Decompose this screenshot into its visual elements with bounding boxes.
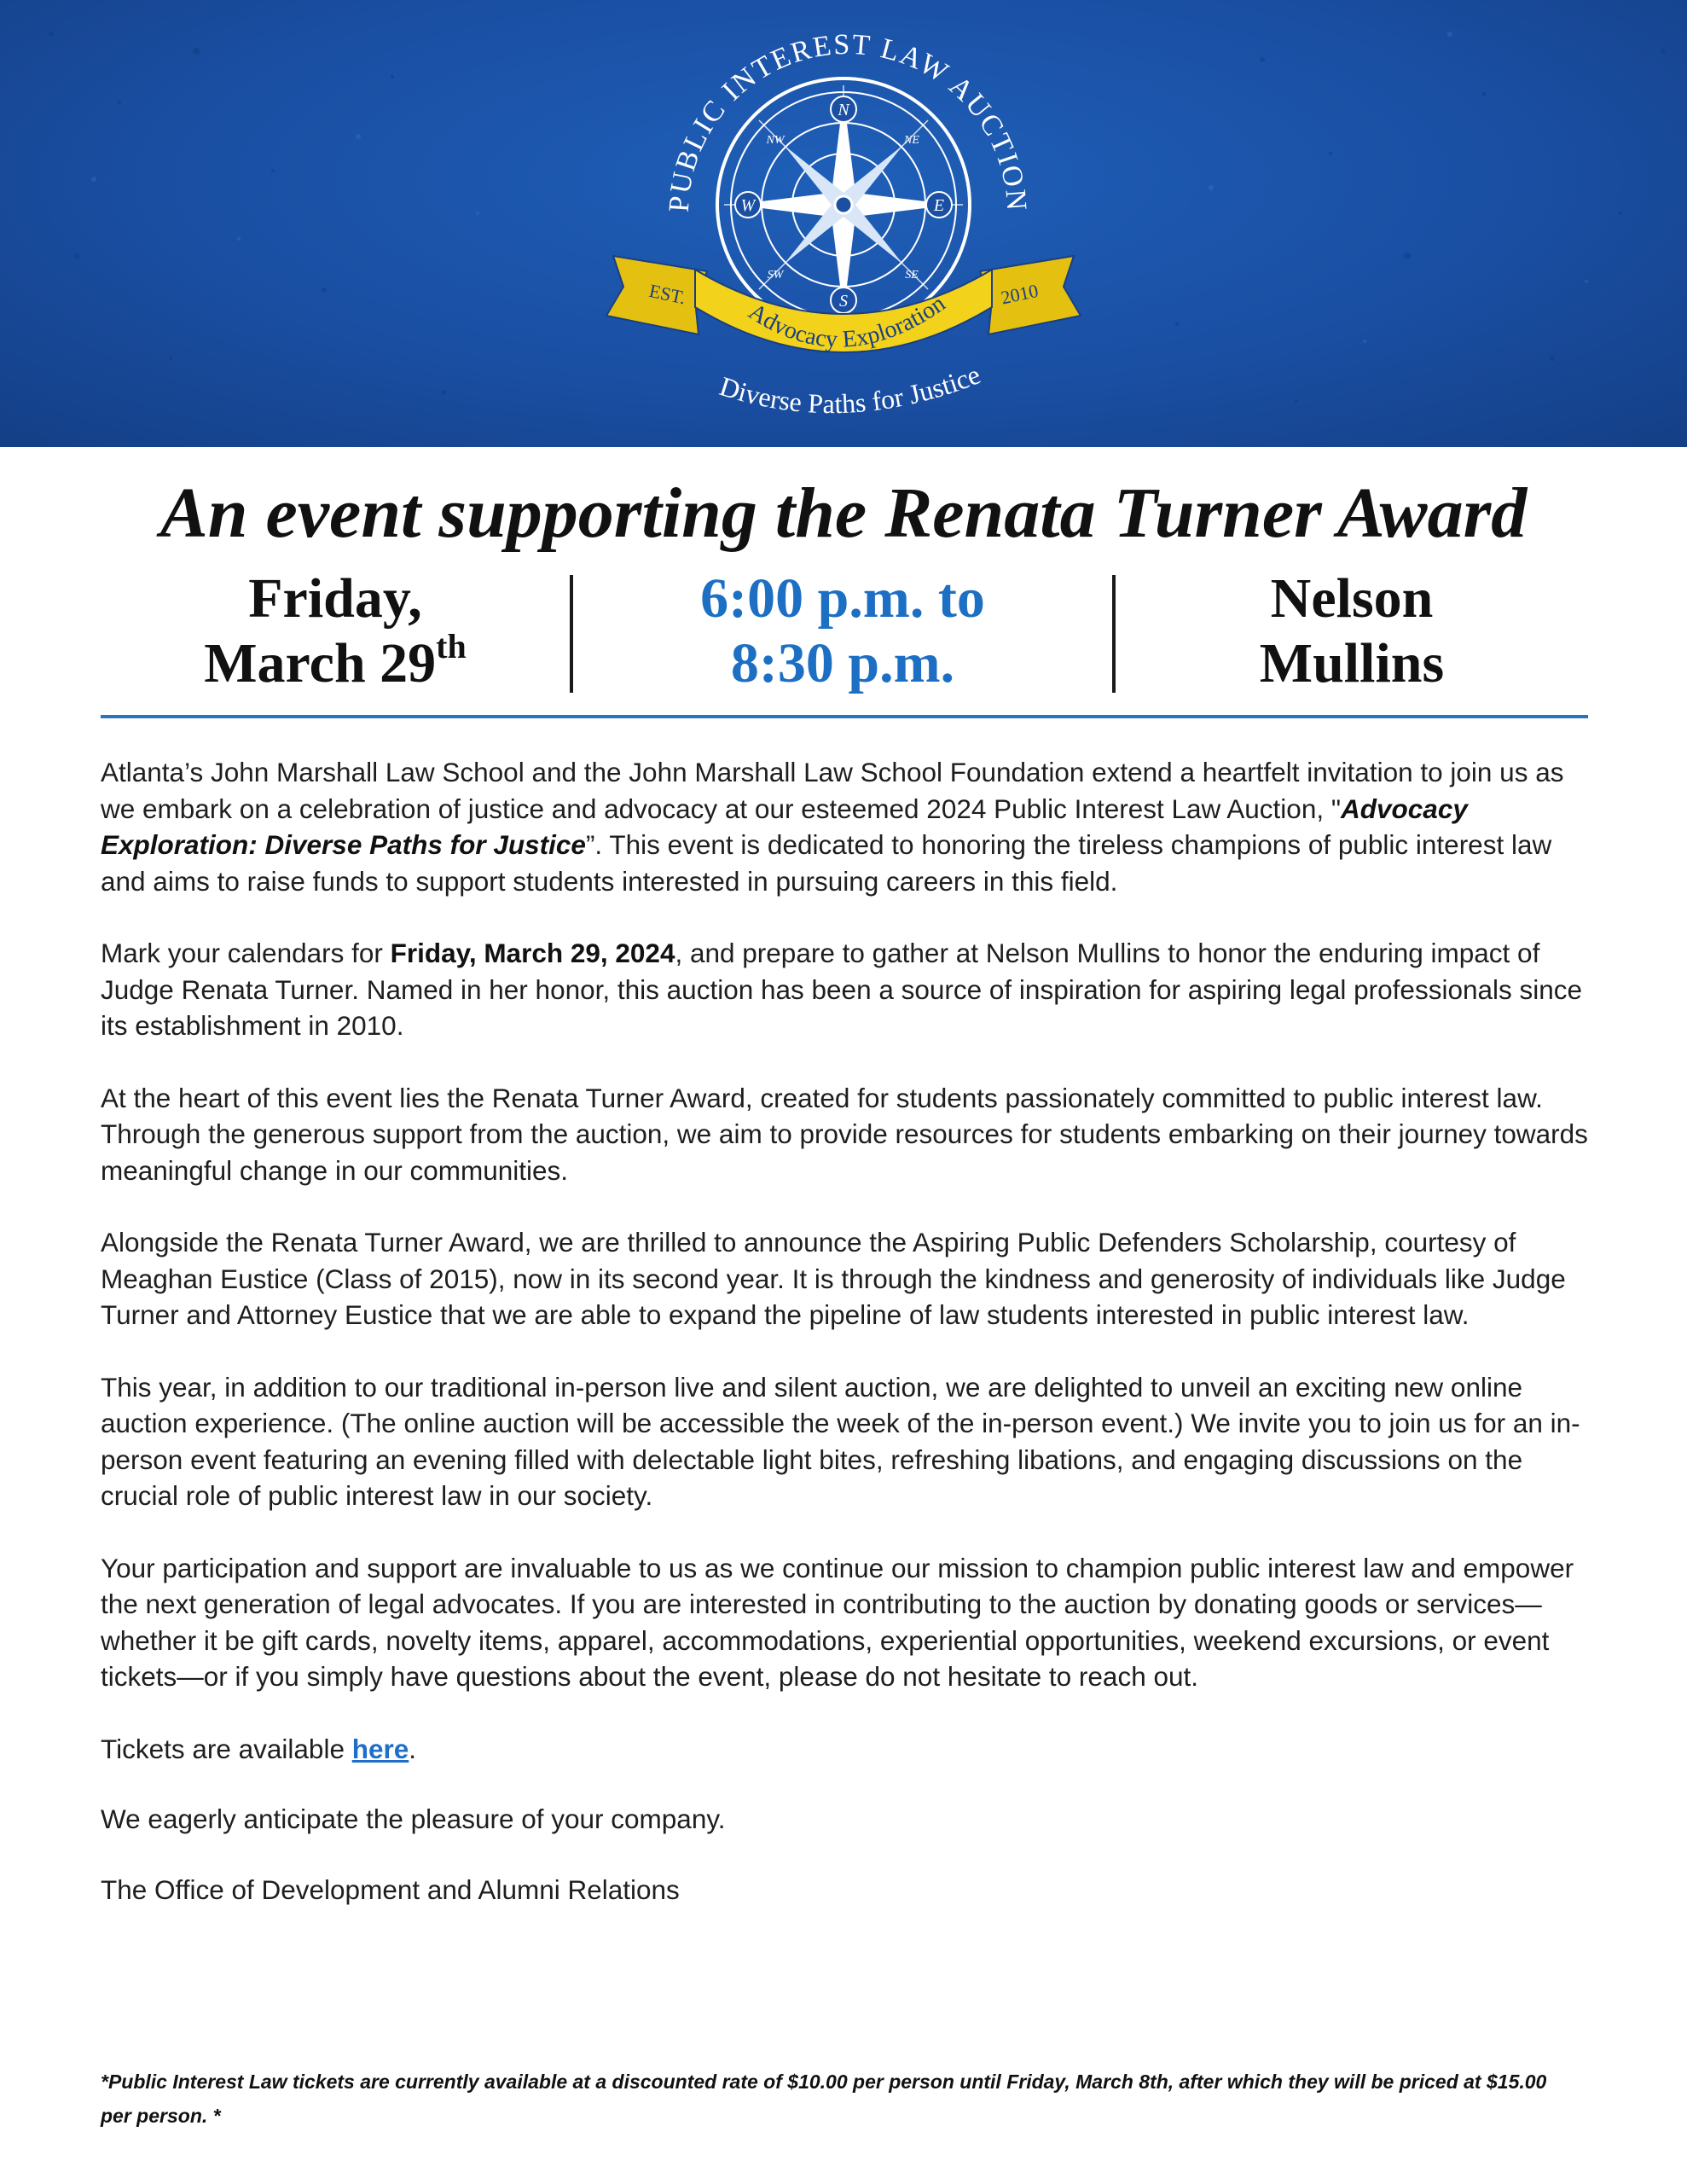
event-date-weekday: Friday,	[248, 567, 422, 630]
auction-emblem	[588, 0, 1099, 447]
paragraph-scholarship: Alongside the Renata Turner Award, we are thrilled to announce the Aspiring Public Defenders Scholarship, courtesy of Meaghan Eustice (Class of 2015), now in its second year. It is through the kindness and generosity of individuals like Judge Turner and Attorney Eustice that we are able to expand the pipeline of law students interested in public interest law.	[101, 1227, 1566, 1330]
event-venue-line1: Nelson	[1270, 567, 1434, 630]
ribbon-est-label: EST.	[646, 279, 688, 309]
ribbon-motto: Advocacy Exploration	[744, 290, 951, 353]
compass-se-label: SE	[905, 269, 919, 282]
paragraph-closing: We eagerly anticipate the pleasure of your company.	[101, 1804, 726, 1834]
event-date	[101, 563, 570, 700]
ticket-price-footnote: *Public Interest Law tickets are currently available at a discounted rate of $10.00 per person until Friday, March 8th, after which they will be priced at $15.00 per person. *	[101, 2071, 1547, 2127]
ribbon-year-label: 2010	[999, 279, 1041, 309]
compass-e-label: E	[933, 196, 945, 215]
compass-ne-label: NE	[904, 134, 919, 147]
event-time-end: 8:30 p.m.	[730, 632, 955, 694]
paragraph-date: Mark your calendars for Friday, March 29, 2024, and prepare to gather at Nelson Mullins to honor the enduring impact of Judge Renata Turner. Named in her honor, this auction has been a source of inspiration for aspiring legal professionals since its establishment in 2010.	[101, 938, 1583, 1041]
paragraph-tickets: Tickets are available here.	[101, 1733, 417, 1764]
compass-w-label: W	[740, 196, 756, 215]
header-banner	[0, 0, 1687, 447]
emblem-title: PUBLIC INTEREST LAW AUCTION	[663, 28, 1033, 213]
event-venue	[1116, 563, 1588, 700]
paragraph-intro: Atlanta’s John Marshall Law School and the John Marshall Law School Foundation extend a heartfelt invitation to join us as we embark on a celebration of justice and advocacy at our esteemed 2024 Public Interest Law Auction, "Advocacy Exploration: Diverse Paths for Justice”. This event is dedicated to honoring the tireless champions of public interest law and aims to raise funds to support students interested in pursuing careers in this field.	[101, 757, 1564, 897]
letter-body	[101, 754, 1602, 1942]
paragraph-participation: Your participation and support are invaluable to us as we continue our mission to champion public interest law and empower the next generation of legal advocates. If you are interested in contributing to the auction by donating goods or services—whether it be gift cards, novelty items, apparel, accommodations, experiential opportunities, weekend excursions, or event tickets—or if you simply have questions about the event, please do not hesitate to reach out.	[101, 1552, 1574, 1692]
event-date-day: March 29	[204, 632, 437, 694]
paragraph-award: At the heart of this event lies the Renata Turner Award, created for students passionately committed to public interest law. Through the generous support from the auction, we aim to provide resources for students embarking on their journey towards meaningful change in our communities.	[101, 1082, 1588, 1186]
tickets-link[interactable]: here	[351, 1733, 409, 1764]
event-headline: An event supporting the Renata Turner Award	[159, 473, 1528, 553]
theme-title: Advocacy Exploration: Diverse Paths for Justice	[101, 793, 1468, 860]
event-venue-line2: Mullins	[1259, 632, 1445, 694]
compass-nw-label: NW	[766, 134, 785, 147]
paragraph-online-auction: This year, in addition to our traditional in-person live and silent auction, we are delighted to unveil an exciting new online auction experience. (The online auction will be accessible the week of the in-person event.) We invite you to join us for an in-person event featuring an evening filled with delectable light bites, refreshing libations, and engaging discussions on the crucial role of public interest law in our society.	[101, 1371, 1580, 1511]
event-time	[570, 563, 1116, 700]
signature: The Office of Development and Alumni Relations	[101, 1873, 680, 1905]
event-full-date: Friday, March 29, 2024	[390, 938, 675, 968]
event-date-suffix: th	[436, 627, 467, 665]
banner-tagline: Diverse Paths for Justice	[716, 358, 985, 420]
header-rule	[101, 715, 1588, 718]
event-time-start: 6:00 p.m. to	[700, 567, 985, 630]
compass-sw-label: SW	[767, 269, 784, 282]
event-info-row	[101, 563, 1588, 700]
compass-n-label: N	[838, 101, 849, 119]
compass-s-label: S	[839, 292, 848, 311]
